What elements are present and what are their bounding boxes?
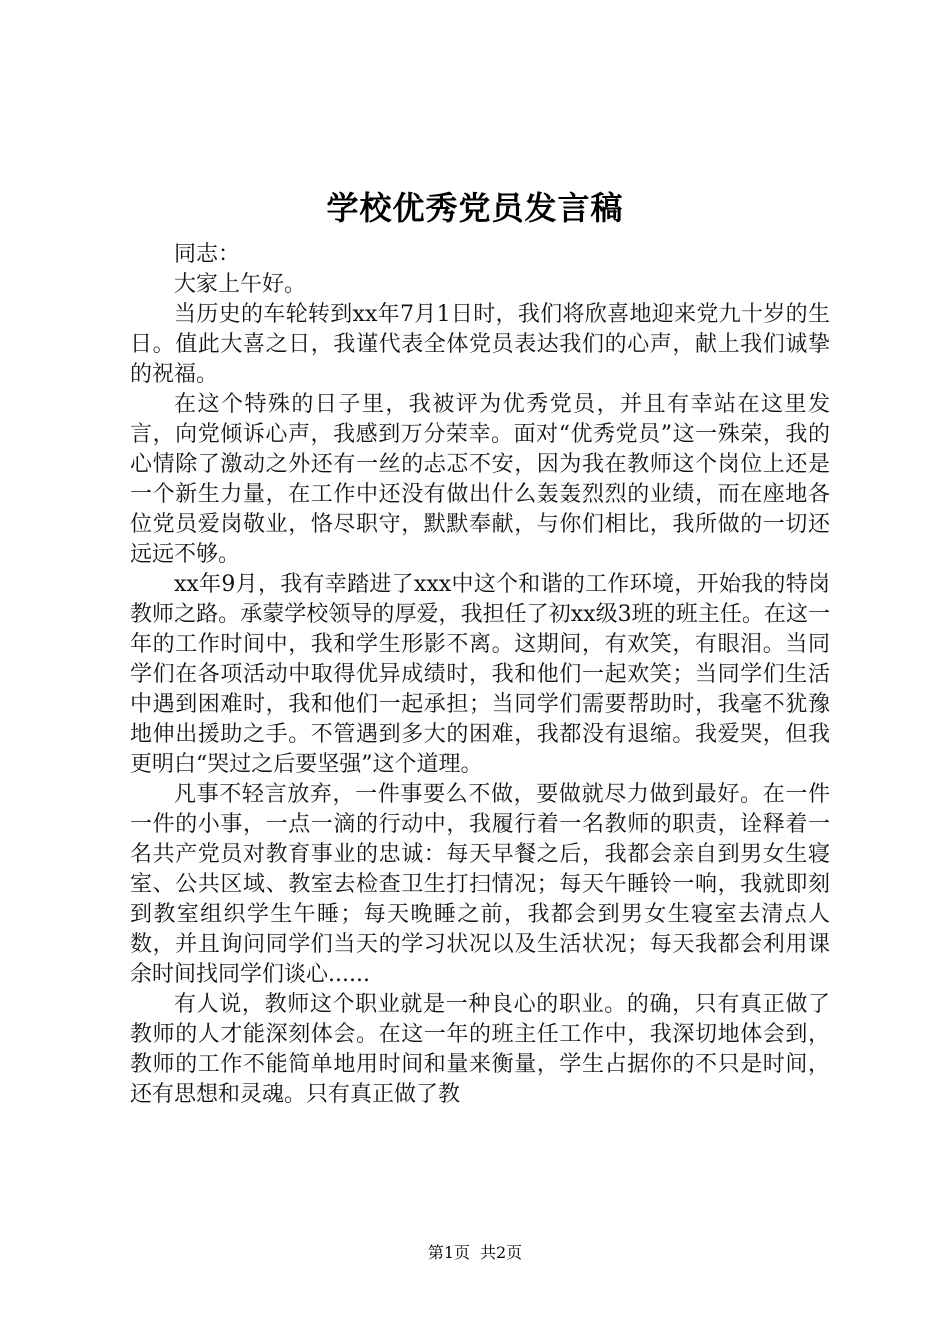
greeting: 大家上午好。: [174, 272, 307, 297]
page-total: 共2页: [480, 1243, 523, 1262]
salutation: 同志：: [174, 242, 241, 267]
body-paragraph: 当历史的车轮转到xx年7月1日时，我们将欣喜地迎来党九十岁的生日。值此大喜之日，我谨代表全体党员表达我们的心声，献上我们诚挚的祝福。: [130, 302, 830, 387]
page-number: 第1页: [427, 1243, 470, 1262]
body-paragraph: 有人说，教师这个职业就是一种良心的职业。的确，只有真正做了教师的人才能深刻体会。在这一年的班主任工作中，我深切地体会到，教师的工作不能简单地用时间和量来衡量，学生占据你的不只是时间，还有思想和灵魂。只有真正做了教: [130, 992, 830, 1107]
body-paragraph: xx年9月，我有幸踏进了xxx中这个和谐的工作环境，开始我的特岗教师之路。承蒙学校领导的厚爱，我担任了初xx级3班的班主任。在这一年的工作时间中，我和学生形影不离。这期间，有欢笑，有眼泪。当同学们在各项活动中取得优异成绩时，我和他们一起欢笑；当同学们生活中遇到困难时，我和他们一起承担；当同学们需要帮助时，我毫不犹豫地伸出援助之手。不管遇到多大的困难，我都没有退缩。我爱哭，但我更明白“哭过之后要坚强”这个道理。: [130, 572, 830, 777]
document-title: 学校优秀党员发言稿: [326, 189, 624, 227]
body-paragraph: 在这个特殊的日子里，我被评为优秀党员，并且有幸站在这里发言，向党倾诉心声，我感到万分荣幸。面对“优秀党员”这一殊荣，我的心情除了激动之外还有一丝的忐忑不安，因为我在教师这个岗位上还是一个新生力量，在工作中还没有做出什么轰轰烈烈的业绩，而在座地各位党员爱岗敬业，恪尽职守，默默奉献，与你们相比，我所做的一切还远远不够。: [130, 392, 830, 567]
page-footer: [0, 1243, 950, 1263]
document-body: [130, 240, 830, 1110]
body-paragraph: 凡事不轻言放弃，一件事要么不做，要做就尽力做到最好。在一件一件的小事，一点一滴的行动中，我履行着一名教师的职责，诠释着一名共产党员对教育事业的忠诚：每天早餐之后，我都会亲自到男女生寝室、公共区域、教室去检查卫生打扫情况；每天午睡铃一响，我就即刻到教室组织学生午睡；每天晚睡之前，我都会到男女生寝室去清点人数，并且询问同学们当天的学习状况以及生活状况；每天我都会利用课余时间找同学们谈心......: [130, 782, 830, 987]
